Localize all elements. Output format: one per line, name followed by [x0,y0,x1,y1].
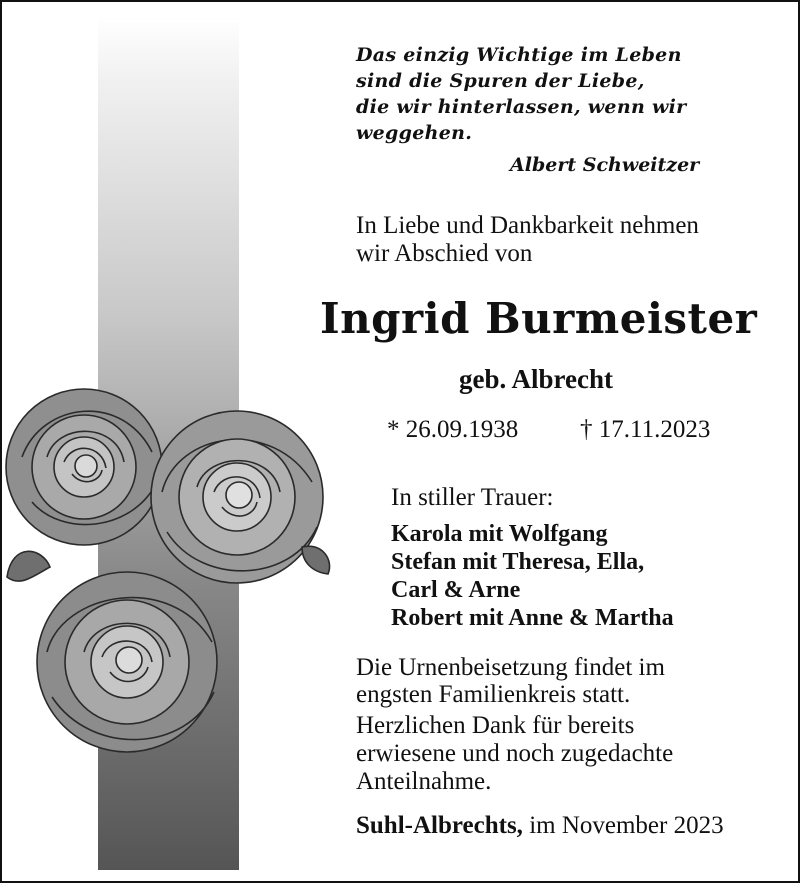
quote-line: Das einzig Wichtige im Leben [356,44,682,66]
quote-block [356,42,686,146]
deceased-name: Ingrid Burmeister [320,294,758,343]
mourner-line: Carl & Arne [391,577,521,603]
rose-top-right-icon [151,411,323,583]
place-date: im November 2023 [522,812,724,839]
quote-author: Albert Schweitzer [510,154,700,176]
mourner-line: Karola mit Wolfgang [391,521,608,547]
rose-bottom-icon [37,572,217,752]
mourners-list [391,520,674,632]
thanks-line: Herzlichen Dank für bereits [356,712,635,739]
birth-date: * 26.09.1938 [387,416,519,443]
quote-line: die wir hinterlassen, wenn wir [356,96,687,118]
rose-bouquet-image [2,362,342,772]
place-city: Suhl-Albrechts, [356,812,523,839]
burial-notice [356,654,665,708]
burial-line: Die Urnenbeisetzung findet im [356,654,665,681]
mourner-line: Stefan mit Theresa, Ella, [391,549,645,575]
place-date-line [356,812,724,840]
death-date: † 17.11.2023 [580,416,711,443]
mourner-line: Robert mit Anne & Martha [391,605,674,631]
thanks-line: erwiesene und noch zugedachte [356,740,674,767]
intro-line: In Liebe und Dankbarkeit nehmen [356,212,699,239]
thanks-notice [356,712,673,796]
birth-name: geb. Albrecht [459,364,613,394]
intro-text [356,212,699,268]
burial-line: engsten Familienkreis statt. [356,681,631,708]
quote-line: weggehen. [356,122,473,144]
intro-line: wir Abschied von [356,240,533,267]
thanks-line: Anteilnahme. [356,768,492,795]
rose-top-left-icon [6,389,162,545]
quote-line: sind die Spuren der Liebe, [356,70,645,92]
mourners-heading: In stiller Trauer: [391,484,554,511]
